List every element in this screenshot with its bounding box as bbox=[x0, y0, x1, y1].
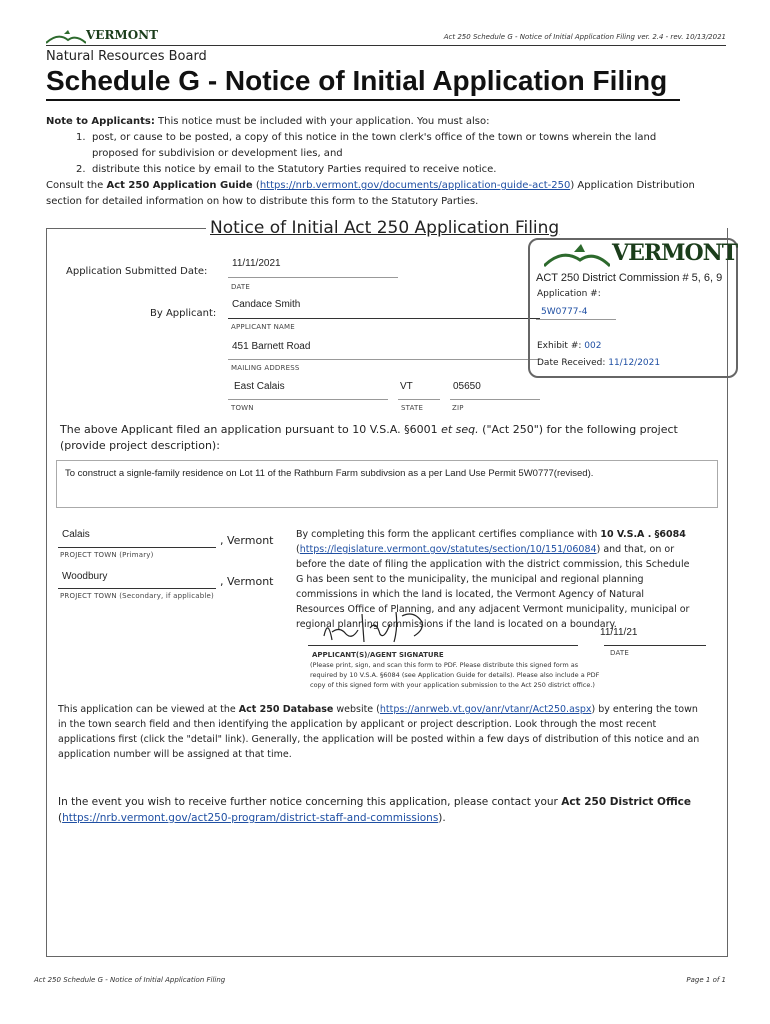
database-post: ) by entering the town in the town search field and then identifying the application by applicant or project description. Look through the most recent applications first (click the "detail" link). Generally, the application will be posted within a few days of distribution of this notice and an application number will be assigned at that time. bbox=[58, 704, 700, 760]
footer-page: Page 1 of 1 bbox=[686, 976, 726, 984]
project-intro-pre: The above Applicant filed an application pursuant to 10 V.S.A. §6001 bbox=[60, 423, 442, 436]
date-received-value[interactable]: 11/12/2021 bbox=[608, 358, 661, 368]
date-received-row bbox=[537, 358, 660, 368]
signature-label: APPLICANT(S)/AGENT SIGNATURE bbox=[312, 651, 444, 659]
signature-date-value[interactable]: 11/11/21 bbox=[600, 627, 638, 638]
contact-pre: In the event you wish to receive further notice concerning this application, please contact your bbox=[58, 796, 562, 808]
district-commission: ACT 250 District Commission # 5, 6, 9 bbox=[536, 272, 723, 284]
town-field-line bbox=[228, 399, 388, 400]
contact-paragraph: In the event you wish to receive further notice concerning this application, please contact your Act 250 District Office (https://nrb.vermont.gov/act250-program/district-staff-and-commissions). bbox=[58, 796, 692, 824]
project-town-primary-label: PROJECT TOWN (Primary) bbox=[60, 551, 154, 559]
certification-text: By completing this form the applicant certifies compliance with 10 V.S.A . §6084 (https://legislature.vermont.gov/statutes/section/10/151/06084) and that, on or before the date of filing the application with the district commission, this Schedule G has been sent to the municipality, the municipal and regional planning commissions in which the land is located, the Vermont Agency of Natural Resources Office of Planning, and any adjacent Vermont municipality, municipal or regional planning commissions if the land is located on a boundary. bbox=[296, 529, 690, 630]
mailing-address-value[interactable]: 451 Barnett Road bbox=[232, 341, 311, 352]
box-top-border-left bbox=[46, 228, 206, 229]
town-label: TOWN bbox=[231, 404, 254, 412]
vermont-suffix-primary: , Vermont bbox=[220, 534, 274, 547]
contact-post: . bbox=[442, 812, 446, 824]
signature-note: (Please print, sign, and scan this form to PDF. Please distribute this signed form as required by 10 V.S.A. §6084 (see Application Guide for details). Please also include a PDF copy of this signed form with your application submission to the Act 250 district office.) bbox=[310, 661, 600, 689]
date-label: DATE bbox=[231, 283, 251, 291]
vermont-logo bbox=[46, 26, 159, 44]
vermont-logo-text: VERMONT bbox=[86, 28, 159, 42]
contact-link[interactable]: https://nrb.vermont.gov/act250-program/district-staff-and-commissions bbox=[62, 812, 439, 824]
title-underline bbox=[46, 99, 680, 101]
date-received-label: Date Received: bbox=[537, 358, 606, 368]
district-logo-text: VERMONT bbox=[612, 240, 738, 266]
item-number: 1. bbox=[76, 132, 86, 143]
project-intro-post: ("Act 250") for the following project (provide project description): bbox=[60, 423, 678, 452]
instruction-item-1 bbox=[46, 130, 726, 162]
exhibit-label: Exhibit #: bbox=[537, 341, 582, 351]
guide-link[interactable]: https://nrb.vermont.gov/documents/application-guide-act-250 bbox=[259, 180, 571, 191]
district-logo bbox=[544, 240, 738, 270]
instruction-item-2 bbox=[46, 162, 726, 178]
application-number-line bbox=[536, 319, 616, 320]
zip-value[interactable]: 05650 bbox=[453, 381, 481, 392]
note-paragraph bbox=[46, 114, 726, 130]
consult-paragraph: Consult the Act 250 Application Guide (https://nrb.vermont.gov/documents/application-guide-act-250) Application Distribution section for detailed information on how to distribute this form to the Statutory Parties. bbox=[46, 180, 695, 207]
mountain-logo-icon bbox=[46, 28, 86, 44]
mountain-logo-icon bbox=[544, 242, 610, 268]
certify-pre: By completing this form the applicant certifies compliance with bbox=[296, 529, 601, 540]
zip-label: ZIP bbox=[452, 404, 464, 412]
signature-line bbox=[308, 645, 578, 646]
applicant-field-line bbox=[228, 318, 540, 319]
address-field-line bbox=[228, 359, 540, 360]
contact-office: Act 250 District Office bbox=[561, 796, 692, 808]
intro-section bbox=[46, 114, 726, 210]
vermont-suffix-secondary: , Vermont bbox=[220, 575, 274, 588]
application-number-label: Application #: bbox=[537, 289, 601, 299]
footer-left: Act 250 Schedule G - Notice of Initial Application Filing bbox=[34, 976, 226, 984]
project-town-secondary-line bbox=[58, 588, 216, 589]
zip-field-line bbox=[450, 399, 540, 400]
consult-guide-name: Act 250 Application Guide bbox=[106, 180, 253, 191]
database-paragraph bbox=[58, 702, 708, 762]
submitted-date-label: Application Submitted Date: bbox=[66, 266, 208, 277]
project-town-secondary-label: PROJECT TOWN (Secondary, if applicable) bbox=[60, 592, 214, 600]
state-value[interactable]: VT bbox=[400, 381, 413, 392]
project-description-box[interactable] bbox=[56, 460, 718, 508]
project-town-secondary-value[interactable]: Woodbury bbox=[62, 571, 108, 582]
item-text: post, or cause to be posted, a copy of this notice in the town clerk's office of the town or towns wherein the land proposed for subdivision or development lies, and bbox=[92, 132, 657, 159]
consult-pre: Consult the bbox=[46, 180, 107, 191]
version-text: Act 250 Schedule G - Notice of Initial Application Filing ver. 2.4 - rev. 10/13/2021 bbox=[443, 33, 726, 41]
consult-post: Application Distribution section for detailed information on how to distribute this form to the Statutory Parties. bbox=[46, 180, 695, 207]
state-label: STATE bbox=[401, 404, 424, 412]
item-text: distribute this notice by email to the Statutory Parties required to receive notice. bbox=[92, 164, 497, 175]
org-name: Natural Resources Board bbox=[46, 49, 207, 64]
item-number: 2. bbox=[76, 164, 86, 175]
certify-statute: 10 V.S.A . §6084 bbox=[600, 529, 686, 540]
page-title: Schedule G - Notice of Initial Application Filing bbox=[46, 65, 668, 96]
project-town-primary-line bbox=[58, 547, 216, 548]
exhibit-value[interactable]: 002 bbox=[584, 341, 602, 351]
certify-post: and that, on or before the date of filing the application with the district commission, this Schedule G has been sent to the municipality, the municipal and regional planning commissions in which the land is located, the Vermont Agency of Natural Resources Office of Planning, and any adjacent Vermont municipality, municipal or regional planning commissions if the land is located on a boundary. bbox=[296, 544, 690, 630]
note-text: This notice must be included with your application. You must also: bbox=[154, 116, 490, 127]
town-value[interactable]: East Calais bbox=[234, 381, 285, 392]
application-number-value[interactable]: 5W0777-4 bbox=[541, 307, 588, 317]
project-intro-italic: et seq. bbox=[441, 423, 479, 436]
applicant-name-label: APPLICANT NAME bbox=[231, 323, 295, 331]
applicant-name-value[interactable]: Candace Smith bbox=[232, 299, 301, 310]
date-field-line bbox=[228, 277, 398, 278]
database-link[interactable]: https://anrweb.vt.gov/anr/vtanr/Act250.aspx bbox=[379, 704, 592, 715]
note-label: Note to Applicants: bbox=[46, 116, 155, 127]
database-mid: website ( bbox=[333, 704, 380, 715]
notice-title: Notice of Initial Act 250 Application Filing bbox=[210, 218, 560, 238]
project-description-text: To construct a signle-family residence on Lot 11 of the Rathburn Farm subdivsion as a per Land Use Permit 5W0777(revised). bbox=[65, 468, 594, 479]
sign-date-label: DATE bbox=[610, 649, 630, 657]
project-intro bbox=[60, 422, 700, 454]
database-pre: This application can be viewed at the bbox=[58, 704, 239, 715]
project-town-primary-value[interactable]: Calais bbox=[62, 529, 90, 540]
header-divider bbox=[46, 45, 726, 46]
sign-date-line bbox=[604, 645, 706, 646]
exhibit-row bbox=[537, 341, 601, 351]
statute-link[interactable]: https://legislature.vermont.gov/statutes/section/10/151/06084 bbox=[299, 544, 597, 555]
handwritten-signature bbox=[318, 606, 428, 648]
date-value[interactable]: 11/11/2021 bbox=[232, 258, 281, 269]
by-applicant-label: By Applicant: bbox=[150, 308, 217, 319]
state-field-line bbox=[398, 399, 440, 400]
database-name: Act 250 Database bbox=[238, 704, 334, 715]
mailing-address-label: MAILING ADDRESS bbox=[231, 364, 300, 372]
